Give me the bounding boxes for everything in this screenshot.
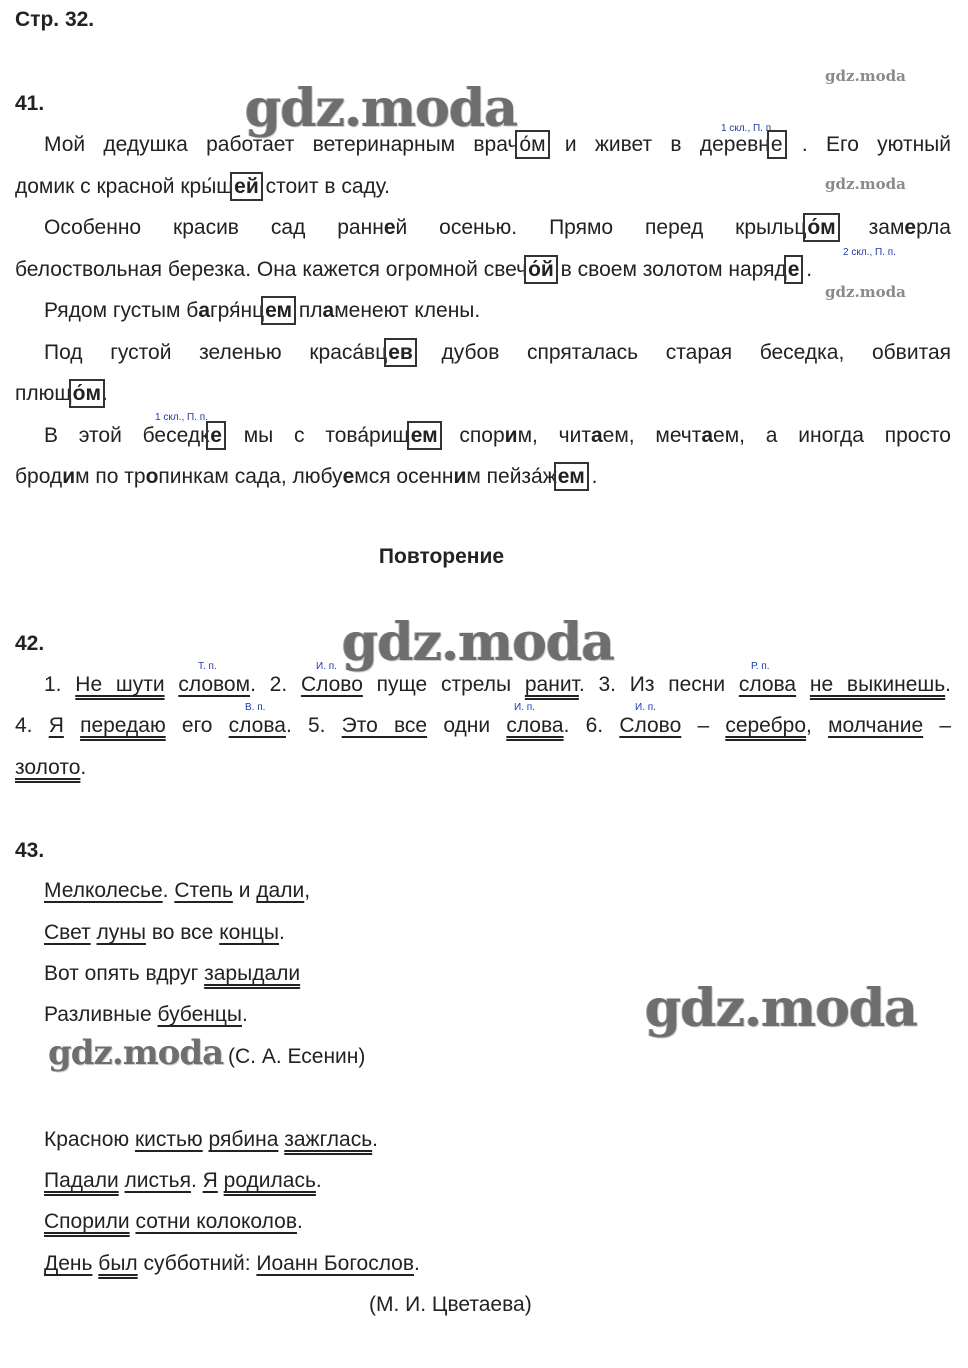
poem-line: Разливные бубенцы. <box>44 1003 248 1026</box>
ending-box: о́й <box>528 258 554 281</box>
watermark-large: gdz.moda <box>342 612 615 673</box>
exercise-number: 41. <box>15 92 45 115</box>
poem-line: Спорили сотни колоколов. <box>44 1210 303 1233</box>
text-line: Под густой зеленью краса́вцев дубов спряталась старая беседка, обвитая <box>44 341 951 364</box>
exercise-number: 42. <box>15 632 45 655</box>
ending-box: ем <box>265 299 293 322</box>
exercise-number: 43. <box>15 839 45 862</box>
poem-line: День был субботний: Иоанн Богослов. <box>44 1252 420 1275</box>
section-heading: Повторение <box>378 545 505 568</box>
case-note: Т. п. <box>198 661 217 672</box>
case-note: В. п. <box>245 702 266 713</box>
poem-author: (М. И. Цветаева) <box>369 1293 532 1316</box>
text-line: Особенно красив сад ранней осенью. Прямо перед крыльцо́м замерла <box>44 216 951 239</box>
watermark-large: gdz.moda <box>645 978 918 1039</box>
watermark-small: gdz.moda <box>825 283 906 301</box>
watermark-large: gdz.moda <box>245 78 518 139</box>
ending-box: о́м <box>519 133 546 156</box>
text-line: Рядом густым багря́нцем пламенеют клены. <box>44 299 481 322</box>
poem-line: Вот опять вдруг зарыдали <box>44 962 301 985</box>
text-line: бродим по тропинкам сада, любуемся осенним пейза́жем . <box>15 465 598 488</box>
ending-box: о́м <box>72 382 102 405</box>
text-line: золото. <box>15 756 87 779</box>
poem-line: Падали листья. Я родилась. <box>44 1169 322 1192</box>
page-title: Стр. 32. <box>15 8 95 31</box>
text-line: домик с красной кры́шей стоит в саду. <box>15 175 390 198</box>
ending-box: ев <box>388 341 413 364</box>
ending-box: о́м <box>807 216 836 239</box>
text-line: 4. Я передаю его слова. 5. Это все одни слова. 6. Слово – серебро, молчание – <box>15 714 952 737</box>
text-line: белоствольная березка. Она кажется огромной свечо́й в своем золотом наряде . <box>15 258 813 281</box>
text-line: 1. Не шути словом. 2. Слово пуще стрелы ранит. 3. Из песни слова не выкинешь. <box>44 673 951 696</box>
ending-box: е <box>787 258 800 281</box>
case-note: И. п. <box>316 661 337 672</box>
ending-box: е <box>770 133 783 156</box>
case-note: 2 скл., П. п. <box>843 247 896 258</box>
ending-box: е <box>210 424 222 447</box>
text-line: Мой дедушка работает ветеринарным врачо́м и живет в деревне . Его уютный <box>44 133 951 156</box>
case-note: Р. п. <box>751 661 770 672</box>
text-line: плющо́м. <box>15 382 108 405</box>
ending-box: ем <box>410 424 438 447</box>
text-line: В этой беседке мы с това́рищем спорим, читаем, мечтаем, а иногда просто <box>44 424 951 447</box>
poem-line: Мелколесье. Степь и дали, <box>44 879 311 902</box>
poem-line: Красною кистью рябина зажглась. <box>44 1128 379 1151</box>
watermark-medium: gdz.moda <box>48 1033 224 1073</box>
ending-box: ем <box>557 465 585 488</box>
case-note: 1 скл., П. п. <box>721 123 774 134</box>
poem-author: (С. А. Есенин) <box>228 1045 366 1068</box>
watermark-small: gdz.moda <box>825 67 906 85</box>
watermark-small: gdz.moda <box>825 175 906 193</box>
case-note: 1 скл., П. п. <box>155 412 208 423</box>
case-note: И. п. <box>514 702 535 713</box>
poem-line: Свет луны во все концы. <box>44 921 285 944</box>
case-note: И. п. <box>635 702 656 713</box>
ending-box: ей <box>234 175 259 198</box>
